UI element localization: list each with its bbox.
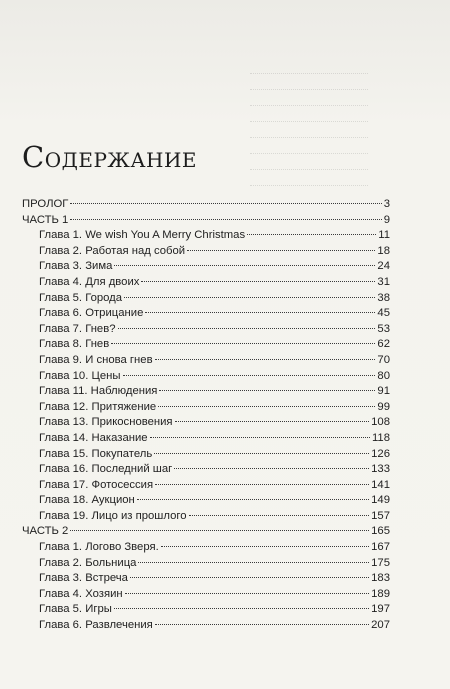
toc-chapter-entry — [22, 478, 390, 494]
dot-leader — [189, 515, 370, 516]
toc-chapter-entry — [22, 306, 390, 322]
toc-chapter-entry — [22, 509, 390, 525]
toc-entry-page-number: 126 — [371, 447, 390, 460]
toc-part-entry — [22, 213, 390, 229]
toc-entry-page-number: 183 — [371, 572, 390, 585]
dot-leader — [118, 328, 376, 329]
dot-leader — [137, 499, 369, 500]
toc-entry-page-number: 207 — [371, 619, 390, 632]
toc-entry-label: Глава 15. Покупатель — [39, 447, 153, 460]
toc-entry-page-number: 197 — [371, 603, 390, 616]
dot-leader — [111, 343, 375, 344]
toc-entry-page-number: 99 — [377, 400, 390, 413]
toc-entry-page-number: 175 — [371, 556, 390, 569]
toc-entry-label: Глава 6. Развлечения — [39, 619, 153, 632]
toc-entry-page-number: 165 — [371, 525, 390, 538]
toc-chapter-entry — [22, 540, 390, 556]
dot-leader — [155, 484, 369, 485]
toc-entry-label: Глава 1. We wish You A Merry Christmas — [39, 229, 246, 242]
toc-chapter-entry — [22, 259, 390, 275]
toc-entry-page-number: 70 — [377, 353, 390, 366]
toc-entry-page-number: 38 — [377, 291, 390, 304]
dot-leader — [247, 234, 376, 235]
dot-leader — [174, 468, 369, 469]
dot-leader — [125, 593, 370, 594]
toc-entry-label: Глава 19. Лицо из прошлого — [39, 509, 187, 522]
dot-leader — [175, 421, 370, 422]
toc-entry-page-number: 108 — [371, 416, 390, 429]
toc-entry-label: Глава 6. Отрицание — [39, 307, 144, 320]
toc-entry-page-number: 80 — [377, 369, 390, 382]
toc-entry-page-number: 91 — [377, 385, 390, 398]
dot-leader — [141, 281, 375, 282]
toc-chapter-entry — [22, 353, 390, 369]
toc-entry-label: Глава 14. Наказание — [39, 431, 148, 444]
dot-leader — [70, 203, 381, 204]
toc-entry-label: Глава 4. Для двоих — [39, 275, 140, 288]
toc-entry-label: Глава 5. Игры — [39, 603, 112, 616]
dot-leader — [124, 297, 375, 298]
toc-chapter-entry — [22, 571, 390, 587]
toc-entry-label: Глава 12. Притяжение — [39, 400, 157, 413]
toc-chapter-entry — [22, 447, 390, 463]
dot-leader — [70, 219, 381, 220]
toc-entry-page-number: 3 — [383, 198, 390, 210]
dot-leader — [155, 359, 376, 360]
toc-chapter-entry — [22, 369, 390, 385]
dot-leader — [130, 577, 369, 578]
toc-entry-label: Глава 2. Работая над собой — [39, 244, 186, 257]
toc-entry-page-number: 167 — [371, 541, 390, 554]
toc-entry-label: Глава 7. Гнев? — [39, 322, 116, 335]
dot-leader — [114, 265, 375, 266]
toc-entry-page-number: 189 — [371, 587, 390, 600]
toc-chapter-entry — [22, 618, 390, 634]
dot-leader — [159, 390, 375, 391]
toc-entry-label: ЧАСТЬ 1 — [22, 213, 69, 226]
toc-chapter-entry — [22, 462, 390, 478]
toc-chapter-entry — [22, 587, 390, 603]
toc-entry-label: Глава 1. Логово Зверя. — [39, 541, 159, 554]
dot-leader — [114, 608, 369, 609]
toc-chapter-entry — [22, 415, 390, 431]
toc-entry-label: Глава 17. Фотосессия — [39, 478, 154, 491]
table-of-contents — [22, 197, 390, 634]
toc-entry-label: Глава 4. Хозяин — [39, 587, 123, 600]
toc-entry-page-number: 118 — [371, 431, 390, 444]
toc-entry-label: Глава 16. Последний шаг — [39, 463, 173, 476]
toc-entry-label: Глава 13. Прикосновения — [39, 416, 173, 429]
toc-entry-label: ЧАСТЬ 2 — [22, 525, 69, 538]
toc-chapter-entry — [22, 384, 390, 400]
toc-entry-label: Глава 9. И снова гнев — [39, 353, 153, 366]
toc-chapter-entry — [22, 337, 390, 353]
toc-chapter-entry — [22, 556, 390, 572]
toc-chapter-entry — [22, 431, 390, 447]
toc-entry-page-number: 62 — [377, 338, 390, 351]
toc-entry-page-number: 31 — [377, 275, 390, 288]
dot-leader — [70, 530, 369, 531]
toc-entry-page-number: 11 — [378, 229, 390, 242]
toc-entry-page-number: 24 — [377, 260, 390, 273]
toc-chapter-entry — [22, 291, 390, 307]
toc-entry-page-number: 53 — [377, 322, 390, 335]
toc-chapter-entry — [22, 400, 390, 416]
toc-entry-page-number: 133 — [371, 463, 390, 476]
dot-leader — [158, 406, 375, 407]
toc-chapter-entry — [22, 322, 390, 338]
dot-leader — [161, 546, 369, 547]
toc-entry-page-number: 141 — [371, 478, 390, 491]
dot-leader — [138, 562, 369, 563]
dot-leader — [150, 437, 370, 438]
toc-chapter-entry — [22, 493, 390, 509]
toc-entry-label: Глава 5. Города — [39, 291, 123, 304]
toc-chapter-entry — [22, 275, 390, 291]
dot-leader — [145, 312, 375, 313]
toc-entry-page-number: 157 — [371, 509, 390, 522]
toc-entry-label: Глава 10. Цены — [39, 369, 121, 382]
toc-entry-page-number: 45 — [377, 307, 390, 320]
toc-entry-page-number: 149 — [371, 494, 390, 507]
toc-entry-label: Глава 2. Больница — [39, 556, 137, 569]
dot-leader — [187, 250, 375, 251]
toc-entry-label: Глава 11. Наблюдения — [39, 385, 158, 398]
toc-part-entry — [22, 197, 390, 213]
toc-entry-label: Глава 3. Зима — [39, 260, 113, 273]
toc-chapter-entry — [22, 244, 390, 260]
toc-chapter-entry — [22, 602, 390, 618]
page-title: Содержание — [22, 140, 198, 174]
dot-leader — [154, 453, 369, 454]
toc-entry-label: Глава 8. Гнев — [39, 338, 110, 351]
toc-entry-label: ПРОЛОГ — [22, 198, 69, 210]
toc-chapter-entry — [22, 228, 390, 244]
dot-leader — [155, 624, 369, 625]
toc-part-entry — [22, 524, 390, 540]
toc-entry-page-number: 9 — [383, 213, 390, 226]
toc-entry-label: Глава 3. Встреча — [39, 572, 128, 585]
dot-leader — [123, 375, 376, 376]
toc-entry-label: Глава 18. Аукцион — [39, 494, 135, 507]
toc-entry-page-number: 18 — [377, 244, 390, 257]
